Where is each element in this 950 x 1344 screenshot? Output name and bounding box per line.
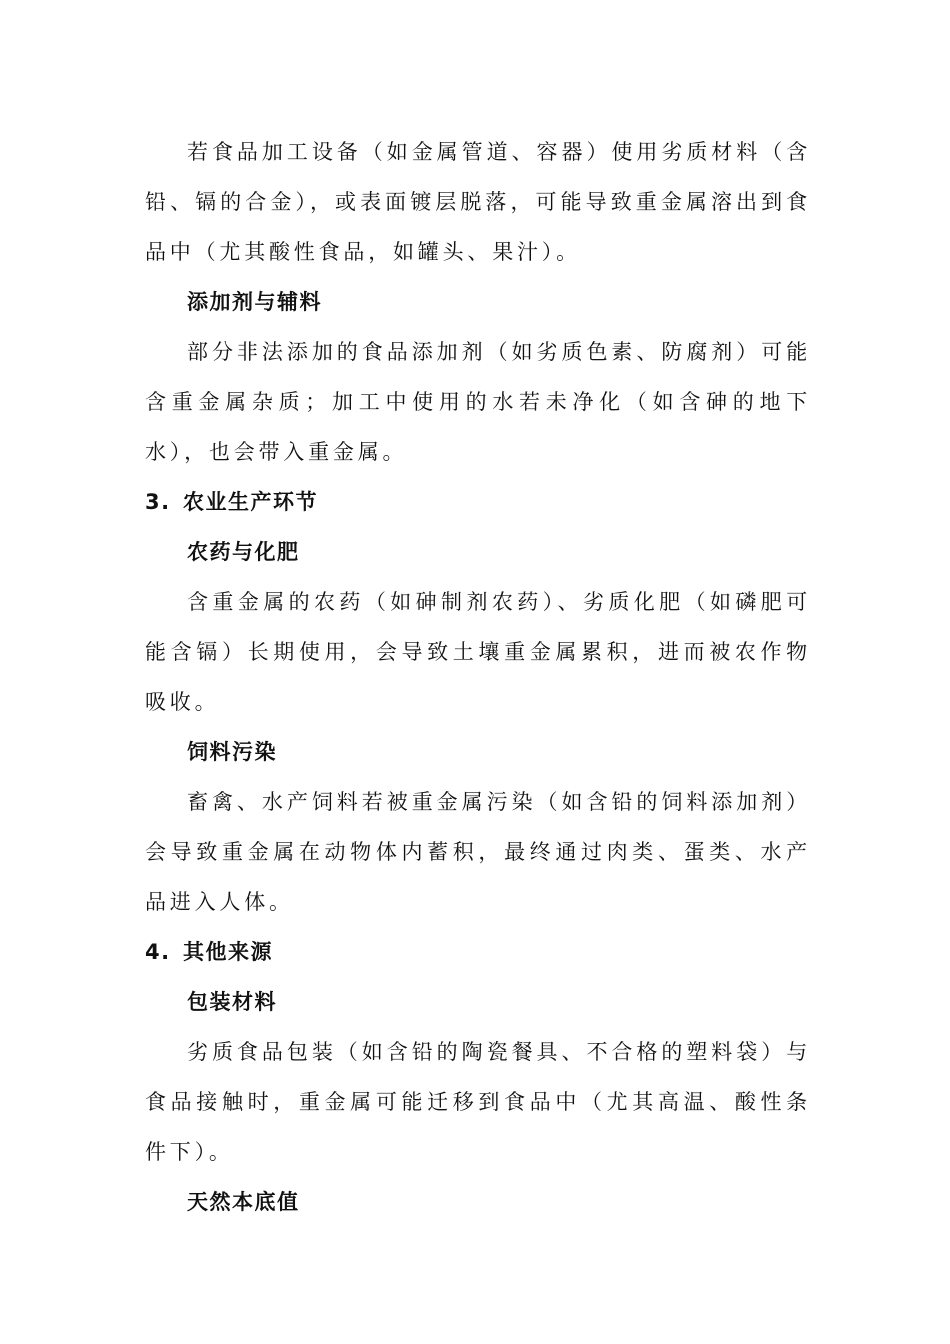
section-title: 农业生产环节 bbox=[183, 490, 318, 514]
subheading-pesticides-fertilizers: 农药与化肥 bbox=[187, 540, 300, 564]
subheading-packaging: 包装材料 bbox=[187, 990, 277, 1014]
section-number: 3. bbox=[145, 490, 171, 514]
paragraph-additives: 部分非法添加的食品添加剂（如劣质色素、防腐剂）可能含重金属杂质；加工中使用的水若未净化（如含砷的地下水），也会带入重金属。 bbox=[145, 340, 811, 464]
paragraph-equipment-contamination: 若食品加工设备（如金属管道、容器）使用劣质材料（含铅、镉的合金），或表面镀层脱落，可能导致重金属溶出到食品中（尤其酸性食品，如罐头、果汁）。 bbox=[145, 140, 811, 264]
document-body bbox=[145, 127, 811, 1227]
section-heading-agriculture bbox=[145, 477, 811, 527]
paragraph-feed-pollution: 畜禽、水产饲料若被重金属污染（如含铅的饲料添加剂）会导致重金属在动物体内蓄积，最终通过肉类、蛋类、水产品进入人体。 bbox=[145, 790, 811, 914]
section-heading-other-sources bbox=[145, 927, 811, 977]
section-title: 其他来源 bbox=[183, 940, 273, 964]
subheading-feed-pollution: 饲料污染 bbox=[187, 740, 277, 764]
paragraph-packaging: 劣质食品包装（如含铅的陶瓷餐具、不合格的塑料袋）与食品接触时，重金属可能迁移到食品中（尤其高温、酸性条件下）。 bbox=[145, 1040, 811, 1164]
section-number: 4. bbox=[145, 940, 171, 964]
subheading-natural-background: 天然本底值 bbox=[187, 1190, 300, 1214]
paragraph-pesticides-fertilizers: 含重金属的农药（如砷制剂农药）、劣质化肥（如磷肥可能含镉）长期使用，会导致土壤重金属累积，进而被农作物吸收。 bbox=[145, 590, 811, 714]
subheading-additives: 添加剂与辅料 bbox=[187, 290, 322, 314]
